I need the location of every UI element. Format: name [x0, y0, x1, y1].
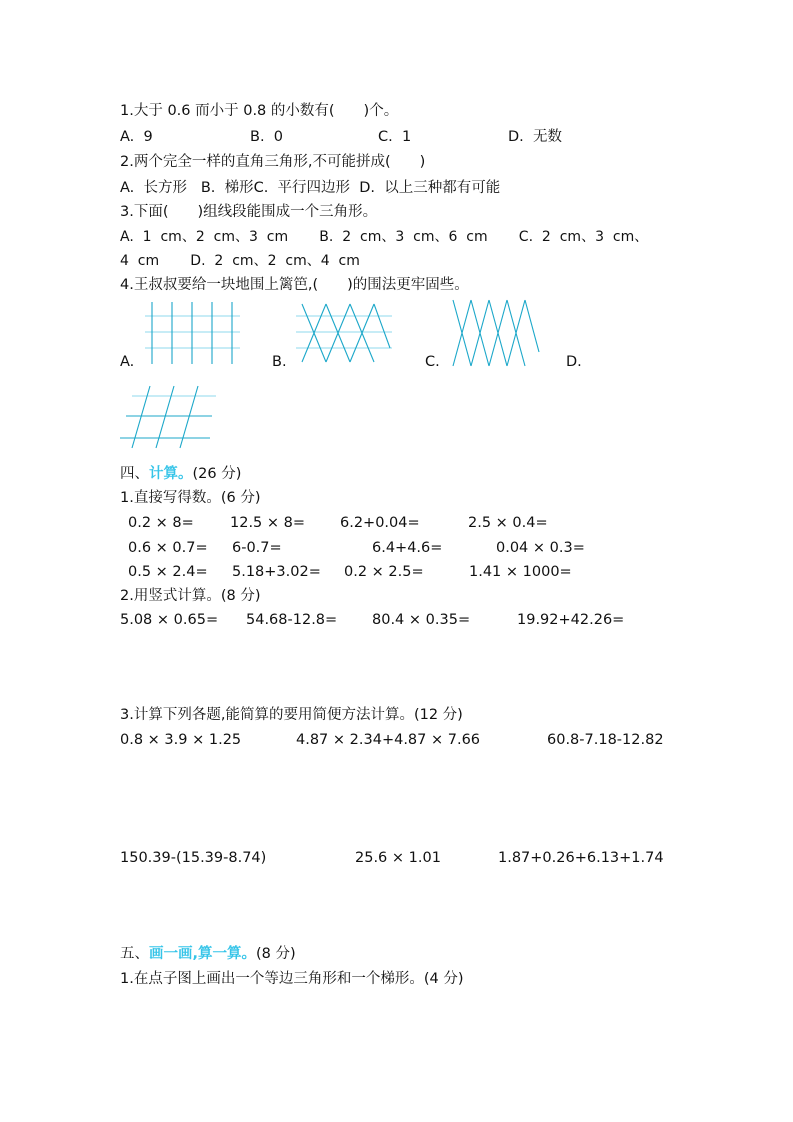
vertical-calc-item: 80.4 × 0.35=	[372, 612, 471, 628]
q1-option-d: D. 无数	[508, 129, 562, 145]
calc-item: 12.5 × 8=	[230, 515, 306, 531]
fence-figure-d	[118, 382, 218, 452]
simplify-item: 1.87+0.26+6.13+1.74	[498, 850, 664, 866]
fence-figure-c	[445, 296, 545, 370]
q1-option-b: B. 0	[250, 129, 284, 145]
calc-item: 2.5 × 0.4=	[468, 515, 548, 531]
section4-part2-heading: 2.用竖式计算。(8 分)	[120, 588, 261, 604]
calc-item: 0.6 × 0.7=	[128, 540, 208, 556]
q3-stem: 3.下面( )组线段能围成一个三角形。	[120, 204, 378, 220]
section4-header	[120, 467, 241, 482]
fence-figure-a	[140, 298, 245, 368]
simplify-item: 4.87 × 2.34+4.87 × 7.66	[296, 732, 481, 748]
section5-header	[120, 947, 296, 962]
calc-item: 1.41 × 1000=	[469, 564, 572, 580]
vertical-calc-item: 54.68-12.8=	[246, 612, 338, 628]
vertical-calc-item: 19.92+42.26=	[517, 612, 625, 628]
q4-stem: 4.王叔叔要给一块地围上篱笆,( )的围法更牢固些。	[120, 277, 469, 293]
calc-item: 6.4+4.6=	[372, 540, 443, 556]
section5-part1-heading: 1.在点子图上画出一个等边三角形和一个梯形。(4 分)	[120, 971, 464, 987]
section5-number: 五、	[120, 946, 149, 962]
q4-option-b-label: B.	[272, 354, 287, 370]
section4-part1-heading: 1.直接写得数。(6 分)	[120, 490, 261, 506]
q3-options-line2: 4 cm D. 2 cm、2 cm、4 cm	[120, 253, 360, 269]
section5-score: (8 分)	[256, 946, 296, 962]
section4-title: 计算。	[149, 466, 193, 482]
section4-number: 四、	[120, 466, 149, 482]
calc-item: 0.5 × 2.4=	[128, 564, 208, 580]
q4-option-c-label: C.	[425, 354, 440, 370]
calc-item: 0.2 × 8=	[128, 515, 194, 531]
calc-item: 0.2 × 2.5=	[344, 564, 424, 580]
simplify-item: 60.8-7.18-12.82	[547, 732, 664, 748]
q1-option-a: A. 9	[120, 129, 153, 145]
q3-options-line1: A. 1 cm、2 cm、3 cm B. 2 cm、3 cm、6 cm C. 2 cm、3 cm、	[120, 229, 649, 245]
vertical-calc-item: 5.08 × 0.65=	[120, 612, 219, 628]
calc-item: 5.18+3.02=	[232, 564, 321, 580]
simplify-item: 150.39-(15.39-8.74)	[120, 850, 267, 866]
q4-option-d-label: D.	[566, 354, 582, 370]
calc-item: 6.2+0.04=	[340, 515, 420, 531]
calc-item: 0.04 × 0.3=	[496, 540, 585, 556]
q1-stem: 1.大于 0.6 而小于 0.8 的小数有( )个。	[120, 103, 399, 119]
q2-options: A. 长方形 B. 梯形C. 平行四边形 D. 以上三种都有可能	[120, 180, 501, 196]
q4-option-a-label: A.	[120, 354, 135, 370]
q2-stem: 2.两个完全一样的直角三角形,不可能拼成( )	[120, 154, 426, 170]
section4-score: (26 分)	[192, 466, 242, 482]
fence-figure-b	[292, 298, 397, 368]
simplify-item: 0.8 × 3.9 × 1.25	[120, 732, 242, 748]
q1-option-c: C. 1	[378, 129, 412, 145]
simplify-item: 25.6 × 1.01	[355, 850, 441, 866]
section5-title: 画一画,算一算。	[149, 946, 257, 962]
calc-item: 6-0.7=	[232, 540, 282, 556]
section4-part3-heading: 3.计算下列各题,能简算的要用简便方法计算。(12 分)	[120, 707, 463, 723]
